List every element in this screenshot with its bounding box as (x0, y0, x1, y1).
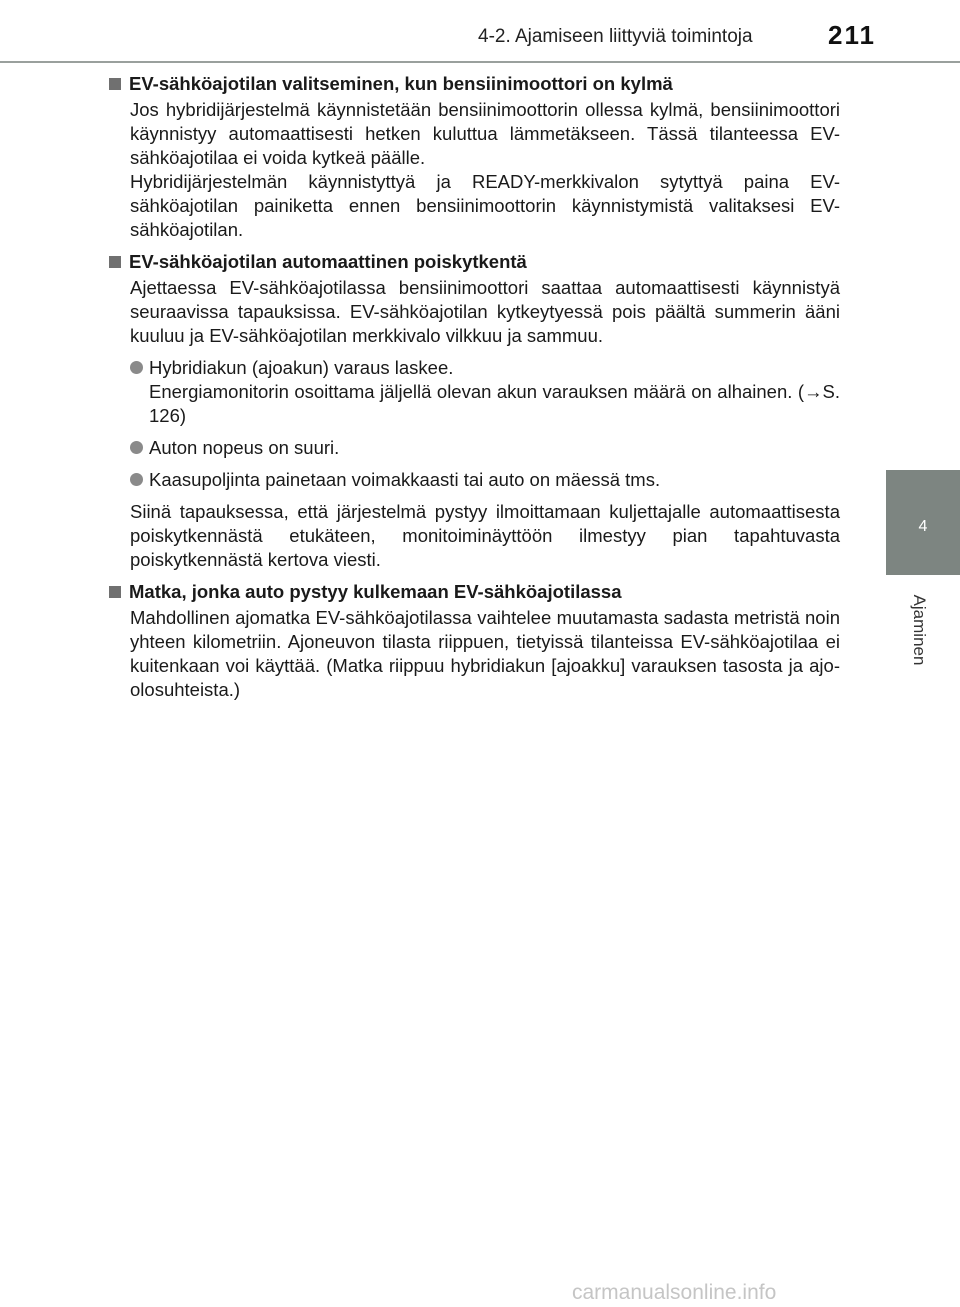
paragraph-text: Jos hybridijärjestelmä käynnistetään bensiinimoottorin ollessa kylmä, bensiinimoottori käynnistyy automaattisesti hetken kuluttua lämmetäkseen. Tässä tilanteessa EV-sähköajotilaa ei voida kytkeä päälle. (130, 99, 840, 168)
footer-watermark: carmanualsonline.info (572, 1281, 777, 1304)
paragraph (130, 98, 840, 242)
page-number: 211 (828, 20, 876, 50)
content (107, 72, 840, 710)
chapter-side-label (906, 585, 932, 675)
list-item-text: Kaasupoljinta painetaan voimakkaasti tai auto on mäessä tms. (149, 469, 661, 490)
chapter-tab-number: 4 (918, 518, 928, 535)
list-item-text: Hybridiakun (ajoakun) varaus laskee. (149, 357, 454, 378)
section-heading (107, 580, 840, 604)
list-item-body (149, 356, 840, 428)
chapter-tab[interactable] (886, 470, 960, 575)
list-item-body (149, 468, 840, 492)
list-item (130, 356, 840, 428)
paragraph (130, 606, 840, 702)
list-item-detail: Energiamonitorin osoittama jäljellä olevan akun varauksen määrä on alhainen. (→S. 126) (149, 381, 840, 426)
section-header-title: 4-2. Ajamiseen liittyviä toimintoja (478, 26, 753, 47)
square-bullet-icon (109, 78, 121, 90)
section-ev-auto-cancel (107, 250, 840, 572)
list-item (130, 436, 840, 460)
paragraph (130, 500, 840, 572)
section-heading (107, 72, 840, 96)
paragraph-text: Mahdollinen ajomatka EV-sähköajotilassa vaihtelee muutamasta sadasta metristä noin yhteen kilometriin. Ajoneuvon tilasta riippuen, tietyissä tilanteissa EV-sähköajotilaa ei kuitenkaan voi käyttää. (Matka riippuu hybridiakun [ajoakku] varauksen tasosta ja ajo-olosuhteista.) (130, 607, 840, 700)
section-heading-text: EV-sähköajotilan automaattinen poiskytkentä (129, 251, 527, 272)
round-bullet-icon (130, 441, 143, 454)
square-bullet-icon (109, 256, 121, 268)
chapter-side-label-text: Ajaminen (910, 594, 929, 666)
round-bullet-icon (130, 361, 143, 374)
section-heading (107, 250, 840, 274)
section-heading-text: Matka, jonka auto pystyy kulkemaan EV-sähköajotilassa (129, 581, 622, 602)
paragraph (130, 276, 840, 348)
section-heading-text: EV-sähköajotilan valitseminen, kun bensiinimoottori on kylmä (129, 73, 673, 94)
section-ev-range (107, 580, 840, 702)
list-item-text: Auton nopeus on suuri. (149, 437, 340, 458)
round-bullet-icon (130, 473, 143, 486)
paragraph-text: Hybridijärjestelmän käynnistyttyä ja READY-merkkivalon sytyttyä paina EV-sähköajotilan painiketta ennen bensiinimoottorin käynnistymistä valitaksesi EV-sähköajotilan. (130, 171, 840, 240)
square-bullet-icon (109, 586, 121, 598)
list-item-body (149, 436, 840, 460)
header-rule (0, 61, 960, 63)
paragraph-text: Ajettaessa EV-sähköajotilassa bensiinimoottori saattaa automaattisesti käynnistyä seuraavissa tapauksissa. EV-sähköajotilan kytkeytyessä pois päältä summerin ääni kuuluu ja EV-sähköajotilan merkkivalo vilkkuu ja sammuu. (130, 277, 840, 346)
list-item (130, 468, 840, 492)
section-ev-cold-engine (107, 72, 840, 242)
paragraph-text: Siinä tapauksessa, että järjestelmä pystyy ilmoittamaan kuljettajalle automaattisesta poiskytkennästä etukäteen, monitoiminäyttöön ilmestyy pian tapahtuvasta poiskytkennästä kertova viesti. (130, 501, 840, 570)
